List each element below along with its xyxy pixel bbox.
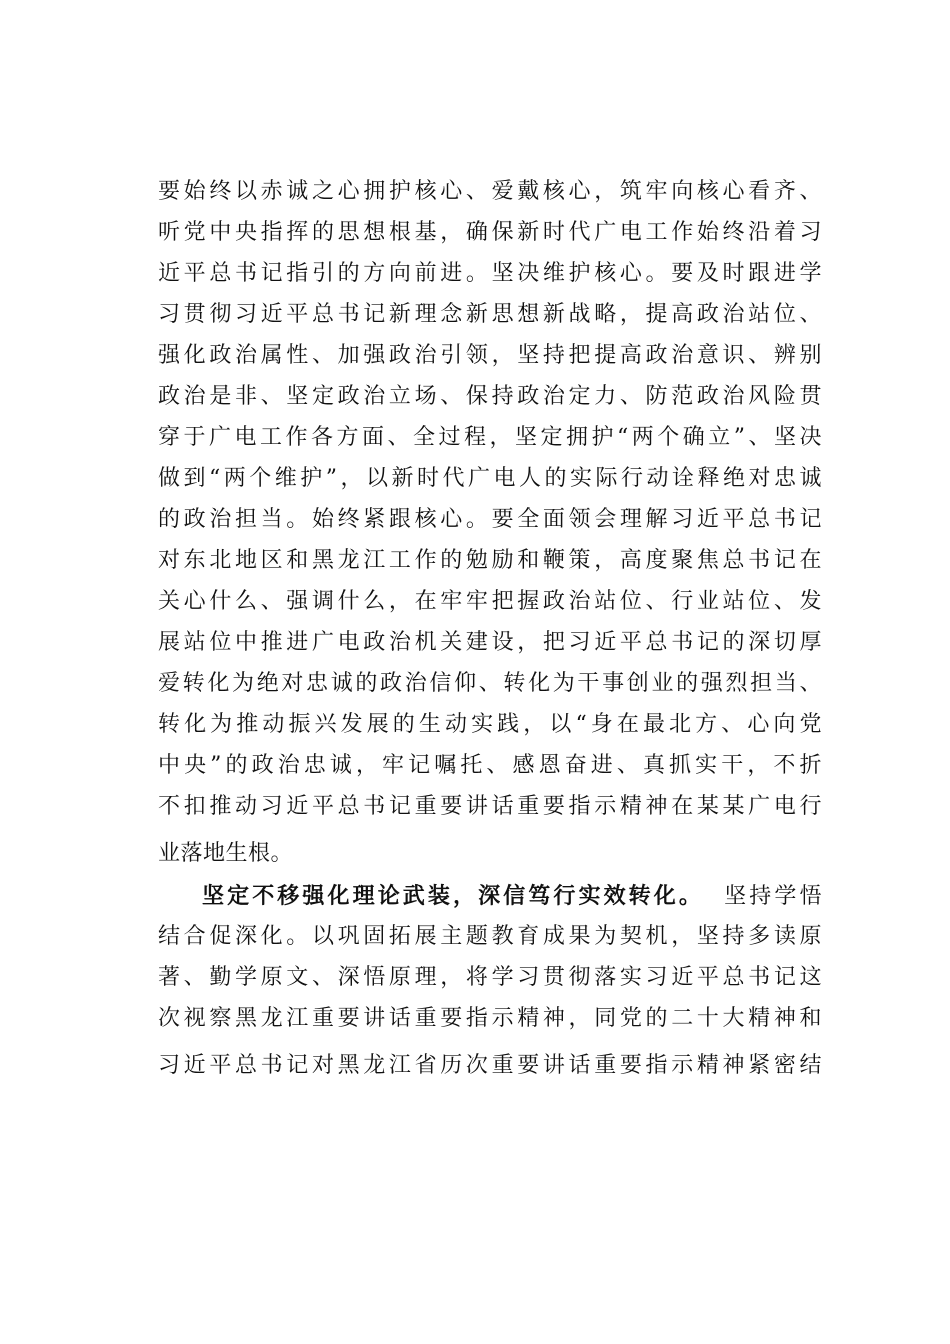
paragraph-1-line: 政治是非、坚定政治立场、保持政治定力、防范政治风险贯 — [158, 384, 822, 409]
paragraph-2-line-start: 坚持学悟 — [724, 884, 822, 909]
paragraph-1-line: 对东北地区和黑龙江工作的勉励和鞭策，高度聚焦总书记在 — [158, 548, 822, 573]
paragraph-1-line: 的政治担当。始终紧跟核心。要全面领会理解习近平总书记 — [158, 507, 822, 532]
paragraph-1-line: 不扣推动习近平总书记重要讲话重要指示精神在某某广电行 — [158, 794, 822, 819]
paragraph-2-line: 习近平总书记对黑龙江省历次重要讲话重要指示精神紧密结 — [158, 1053, 822, 1078]
paragraph-1-line: 习贯彻习近平总书记新理念新思想新战略，提高政治站位、 — [158, 302, 822, 327]
paragraph-1-line: 强化政治属性、加强政治引领，坚持把提高政治意识、辨别 — [158, 343, 822, 368]
paragraph-1-line: 爱转化为绝对忠诚的政治信仰、转化为干事创业的强烈担当、 — [158, 671, 822, 696]
paragraph-1-line: 关心什么、强调什么，在牢牢把握政治站位、行业站位、发 — [158, 589, 822, 614]
section-heading: 坚定不移强化理论武装，深信笃行实效转化。 — [202, 883, 704, 909]
paragraph-1-line: 业落地生根。 — [158, 841, 294, 866]
paragraph-2-first-line — [202, 876, 822, 916]
paragraph-1-line: 近平总书记指引的方向前进。坚决维护核心。要及时跟进学 — [158, 261, 822, 286]
paragraph-1-line: 中央”的政治忠诚，牢记嘱托、感恩奋进、真抓实干，不折 — [158, 753, 822, 778]
paragraph-1-line: 听党中央指挥的思想根基，确保新时代广电工作始终沿着习 — [158, 220, 822, 245]
paragraph-1-line: 展站位中推进广电政治机关建设，把习近平总书记的深切厚 — [158, 630, 822, 655]
paragraph-2-line: 结合促深化。以巩固拓展主题教育成果为契机，坚持多读原 — [158, 924, 822, 949]
paragraph-1-line: 转化为推动振兴发展的生动实践，以“身在最北方、心向党 — [158, 712, 822, 737]
paragraph-1-line: 要始终以赤诚之心拥护核心、爱戴核心，筑牢向核心看齐、 — [158, 179, 822, 204]
paragraph-1-line: 做到“两个维护”，以新时代广电人的实际行动诠释绝对忠诚 — [158, 466, 822, 491]
paragraph-2-line: 次视察黑龙江重要讲话重要指示精神，同党的二十大精神和 — [158, 1006, 822, 1031]
paragraph-1-line: 穿于广电工作各方面、全过程，坚定拥护“两个确立”、坚决 — [158, 425, 822, 450]
paragraph-2-line: 著、勤学原文、深悟原理，将学习贯彻落实习近平总书记这 — [158, 965, 822, 990]
